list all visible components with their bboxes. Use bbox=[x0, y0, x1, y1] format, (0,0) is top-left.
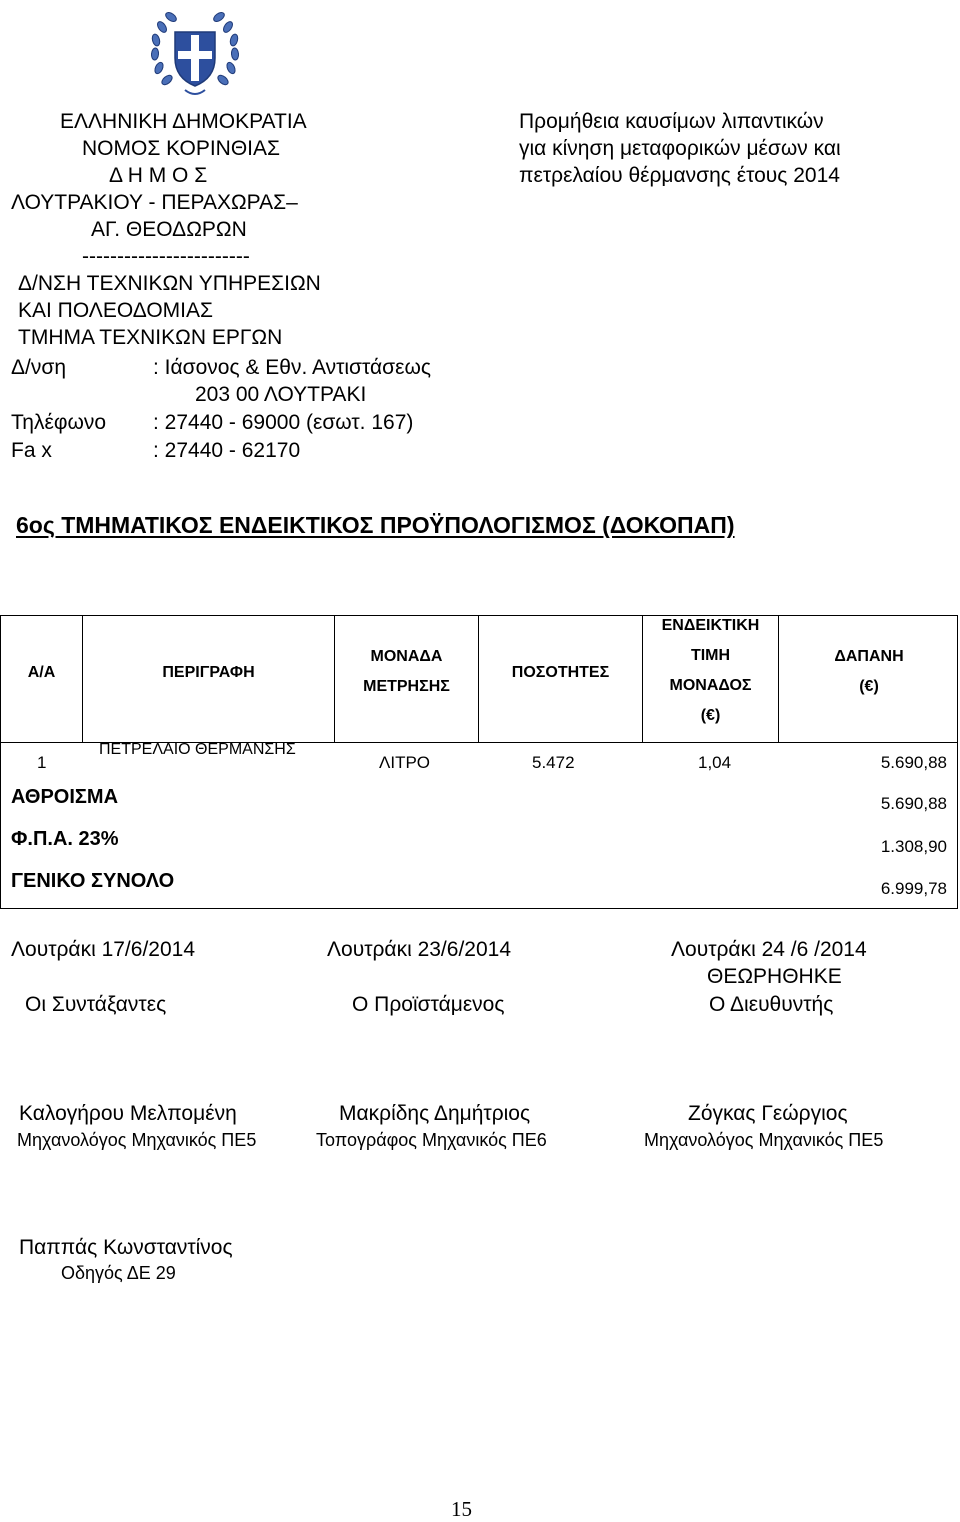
address-label: Δ/νση bbox=[11, 356, 67, 379]
document-title: 6ος ΤΜΗΜΑΤΙΚΟΣ ΕΝΔΕΙΚΤΙΚΟΣ ΠΡΟΫΠΟΛΟΓΙΣΜΟΣ (ΔΟΚΟΠΑΠ) bbox=[16, 512, 735, 538]
subject-line-3: πετρελαίου θέρμανσης έτους 2014 bbox=[519, 164, 840, 187]
issuer-line-9: ΤΜΗΜΑ ΤΕΧΝΙΚΩΝ ΕΡΓΩΝ bbox=[18, 326, 283, 349]
signatory-name-3: Ζόγκας Γεώργιος bbox=[688, 1102, 848, 1125]
approved-label: ΘΕΩΡΗΘΗΚΕ bbox=[707, 965, 842, 988]
row-quantity: 5.472 bbox=[532, 753, 575, 772]
fax-label: Fa x bbox=[11, 439, 52, 462]
date-director: Λουτράκι 24 /6 /2014 bbox=[671, 938, 867, 961]
budget-table bbox=[0, 615, 958, 909]
phone-value: : 27440 - 69000 (εσωτ. 167) bbox=[153, 411, 414, 434]
signatory-title-2: Τοπογράφος Μηχανικός ΠΕ6 bbox=[316, 1130, 547, 1150]
header-unit-price: ΕΝΔΕΙΚΤΙΚΗ ΤΙΜΗ ΜΟΝΑΔΟΣ (€) bbox=[661, 617, 760, 724]
issuer-line-7: Δ/ΝΣΗ ΤΕΧΝΙΚΩΝ ΥΠΗΡΕΣΙΩΝ bbox=[18, 272, 321, 295]
signatory-title-4: Οδηγός ΔΕ 29 bbox=[61, 1263, 176, 1283]
subtotal-label: ΑΘΡΟΙΣΜΑ bbox=[11, 786, 119, 808]
phone-label: Τηλέφωνο bbox=[11, 411, 107, 434]
subject-line-1: Προμήθεια καυσίμων λιπαντικών bbox=[519, 110, 824, 133]
vat-value: 1.308,90 bbox=[880, 837, 947, 856]
issuer-line-5: ΑΓ. ΘΕΟΔΩΡΩΝ bbox=[91, 218, 247, 241]
vat-label: Φ.Π.Α. 23% bbox=[11, 828, 119, 850]
issuer-line-3: Δ Η Μ Ο Σ bbox=[109, 164, 208, 187]
signatory-name-4: Παππάς Κωνσταντίνος bbox=[19, 1236, 233, 1259]
issuer-line-2: ΝΟΜΟΣ ΚΟΡΙΝΘΙΑΣ bbox=[82, 137, 281, 160]
subtotal-value: 5.690,88 bbox=[880, 794, 947, 813]
issuer-line-1: ΕΛΛΗΝΙΚΗ ΔΗΜΟΚΡΑΤΙΑ bbox=[60, 110, 307, 133]
signatory-title-1: Μηχανολόγος Μηχανικός ΠΕ5 bbox=[17, 1130, 257, 1150]
page-number: 15 bbox=[451, 1497, 472, 1521]
row-aa: 1 bbox=[37, 753, 47, 772]
total-label: ΓΕΝΙΚΟ ΣΥΝΟΛΟ bbox=[11, 870, 175, 892]
issuer-line-8: ΚΑΙ ΠΟΛΕΟΔΟΜΙΑΣ bbox=[18, 299, 213, 322]
header-quantity: ΠΟΣΟΤΗΤΕΣ bbox=[511, 664, 610, 681]
signatory-name-1: Καλογήρου Μελπομένη bbox=[19, 1102, 237, 1125]
signatory-name-2: Μακρίδης Δημήτριος bbox=[339, 1102, 531, 1125]
subject-line-2: για κίνηση μεταφορικών μέσων και bbox=[519, 137, 841, 160]
header-description: ΠΕΡΙΓΡΑΦΗ bbox=[162, 664, 255, 681]
header-aa: Α/Α bbox=[27, 664, 56, 681]
role-head: Ο Προϊστάμενος bbox=[352, 993, 505, 1016]
fax-value: : 27440 - 62170 bbox=[153, 439, 301, 462]
address-city: 203 00 ΛΟΥΤΡΑΚΙ bbox=[195, 383, 367, 406]
greek-coat-of-arms-icon bbox=[145, 2, 245, 102]
header-cost: ΔΑΠΑΝΗ (€) bbox=[834, 648, 904, 695]
address-value: : Ιάσονος & Εθν. Αντιστάσεως bbox=[153, 356, 431, 379]
row-unit: ΛΙΤΡΟ bbox=[379, 753, 431, 772]
row-cost: 5.690,88 bbox=[880, 753, 947, 772]
date-head: Λουτράκι 23/6/2014 bbox=[327, 938, 511, 961]
role-drafters: Οι Συντάξαντες bbox=[25, 993, 167, 1016]
role-director: Ο Διευθυντής bbox=[709, 993, 834, 1016]
header-unit: ΜΟΝΑΔΑ ΜΕΤΡΗΣΗΣ bbox=[363, 648, 450, 695]
row-unit-price: 1,04 bbox=[698, 753, 732, 772]
row-description: ΠΕΤΡΕΛΑΙΟ ΘΕΡΜΑΝΣΗΣ bbox=[99, 741, 296, 758]
date-drafters: Λουτράκι 17/6/2014 bbox=[11, 938, 195, 961]
issuer-separator: ------------------------ bbox=[82, 245, 250, 268]
signatory-title-3: Μηχανολόγος Μηχανικός ΠΕ5 bbox=[644, 1130, 884, 1150]
total-value: 6.999,78 bbox=[880, 879, 947, 898]
issuer-line-4: ΛΟΥΤΡΑΚΙΟΥ - ΠΕΡΑΧΩΡΑΣ– bbox=[11, 191, 298, 214]
